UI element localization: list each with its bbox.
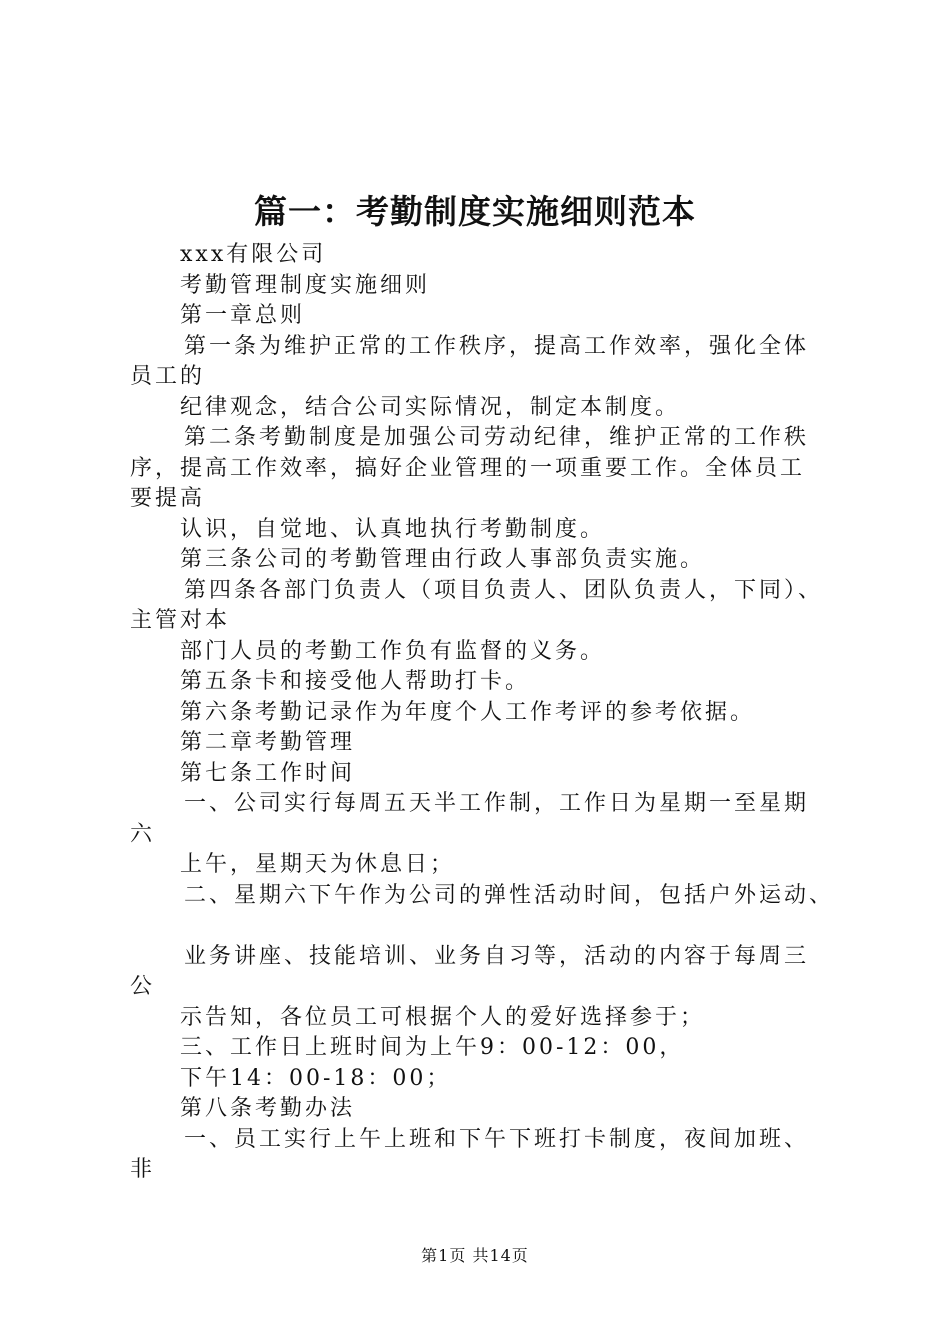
document-title: 篇一：考勤制度实施细则范本 — [254, 192, 696, 231]
text-line: 示告知，各位员工可根据个人的爱好选择参于； — [180, 1004, 706, 1030]
text-line: 部门人员的考勤工作负有监督的义务。 — [180, 638, 606, 664]
text-line: 下午14：00-18：00； — [180, 1065, 452, 1091]
text-line: 认识，自觉地、认真地执行考勤制度。 — [180, 516, 606, 542]
text-line: 业务讲座、技能培训、业务自习等，活动的内容于每周三 — [184, 943, 810, 969]
text-line: 考勤管理制度实施细则 — [180, 272, 431, 298]
text-line: 序，提高工作效率，搞好企业管理的一项重要工作。全体员工 — [130, 455, 806, 481]
text-line: 上午，星期天为休息日； — [180, 852, 456, 877]
text-line: 第六条考勤记录作为年度个人工作考评的参考依据。 — [180, 699, 756, 725]
text-line: xxx有限公司 — [180, 242, 327, 267]
text-line: 第七条工作时间 — [180, 760, 356, 786]
text-line: 第一条为维护正常的工作秩序，提高工作效率，强化全体 — [184, 333, 810, 359]
text-line: 第五条卡和接受他人帮助打卡。 — [180, 669, 531, 694]
blank-line — [130, 911, 835, 942]
text-line: 第二章考勤管理 — [180, 730, 356, 755]
text-line: 非 — [130, 1157, 156, 1182]
text-line: 第四条各部门负责人（项目负责人、团队负责人，下同）、 — [184, 577, 824, 603]
document-body — [130, 240, 835, 1186]
text-line: 六 — [130, 821, 156, 847]
text-line: 二、星期六下午作为公司的弹性活动时间，包括户外运动、 — [184, 882, 835, 908]
text-line: 第二条考勤制度是加强公司劳动纪律，维护正常的工作秩 — [184, 425, 810, 450]
text-line: 第一章总则 — [180, 303, 306, 328]
text-line: 主管对本 — [130, 608, 231, 633]
text-line: 公 — [130, 974, 156, 999]
text-line: 要提高 — [130, 486, 206, 511]
text-line: 第三条公司的考勤管理由行政人事部负责实施。 — [180, 547, 706, 572]
text-line: 一、员工实行上午上班和下午下班打卡制度，夜间加班、 — [184, 1126, 810, 1152]
text-line: 第八条考勤办法 — [180, 1096, 356, 1121]
text-line: 纪律观念，结合公司实际情况，制定本制度。 — [180, 394, 681, 420]
text-line: 员工的 — [130, 364, 206, 389]
page-footer: 第1页 共14页 — [421, 1246, 529, 1265]
text-line: 一、公司实行每周五天半工作制，工作日为星期一至星期 — [184, 791, 810, 816]
text-line: 三、工作日上班时间为上午9：00-12：00， — [180, 1035, 685, 1060]
